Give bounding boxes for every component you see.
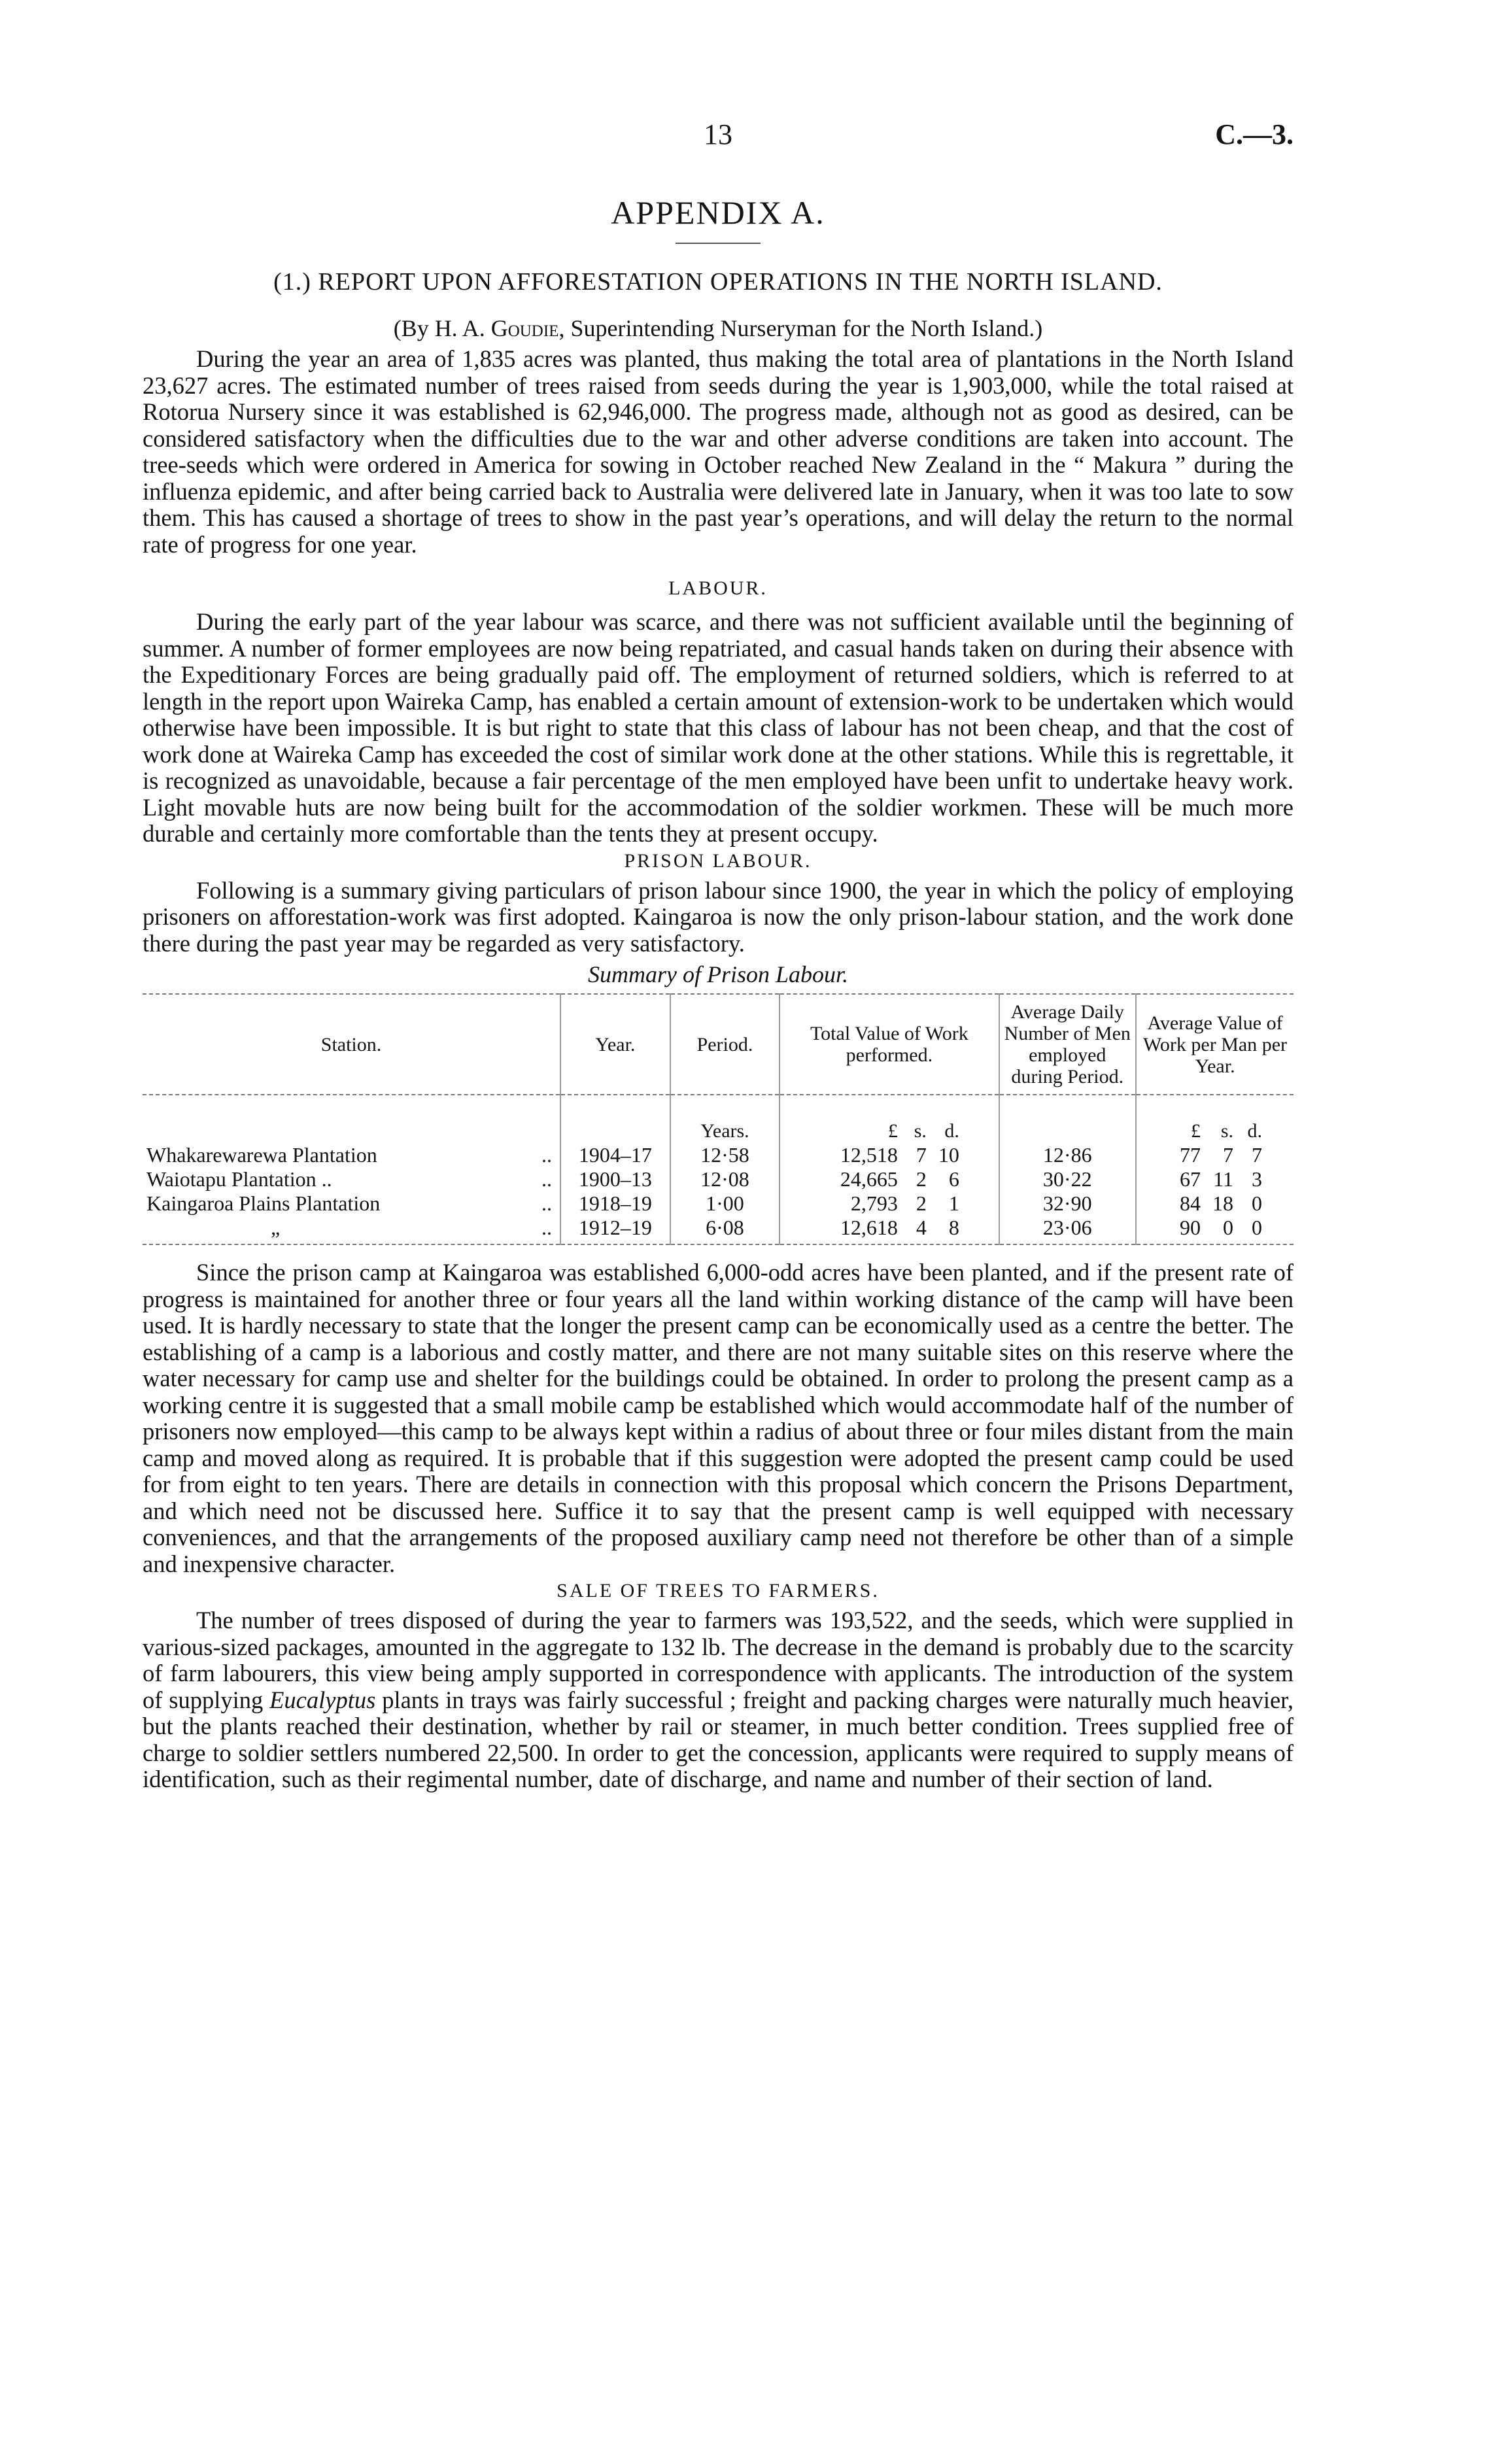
camp-paragraph: Since the prison camp at Kaingaroa was established 6,000-odd acres have been planted, and if the present rate of progress is maintained for another three or four years all the land within working distance of the camp will have been used. It is hardly necessary to state that the longer the present camp can be economically used as a centre the better. The establishing of a camp is a laborious and costly matter, and there are not many suitable sites on this reserve where the water necessary for camp use and shelter for the buildings could be obtained. In order to prolong the present camp as a working centre it is suggested that a small mobile camp be established which would accommodate half of the number of prisoners now employed—this camp to be always kept within a radius of about three or four miles distant from the main camp and moved along as required. It is probable that if this suggestion were adopted the present camp could be used for from eight to ten years. There are details in connection with this proposal which concern the Prisons Department, and which need not be discussed here. Suffice it to say that the present camp is well equipped with necessary conveniences, and that the arrangements of the proposed auxiliary camp need not therefore be other than of a simple and inexpensive character. xyxy=(143,1259,1294,1577)
avg-shillings: 7 xyxy=(1223,1143,1233,1167)
total-pence: 8 xyxy=(948,1216,959,1239)
prison-labour-paragraph: Following is a summary giving particulars of prison labour since 1900, the year in which the policy of employing prisoners on afforestation-work was first adopted. Kaingaroa is now the only prison-labour station, and the work done there during the past year may be regarded as very satisfactory. xyxy=(143,876,1294,957)
avg-shillings: 18 xyxy=(1212,1191,1233,1215)
leader-dots: .. xyxy=(541,1167,553,1191)
page-header xyxy=(143,118,1294,163)
total-shillings: 4 xyxy=(916,1216,927,1239)
avg-shillings: 0 xyxy=(1223,1216,1233,1239)
avg-men-cell: 12·86 xyxy=(999,1143,1137,1167)
byline-prefix: (By H. A. xyxy=(393,315,485,341)
year-cell: 1904–17 xyxy=(560,1143,670,1167)
avg-men-cell: 32·90 xyxy=(999,1191,1137,1216)
col-header-year: Year. xyxy=(560,994,670,1095)
sale-text-italic: Eucalyptus xyxy=(269,1686,376,1713)
leader-dots: .. xyxy=(541,1191,553,1215)
title-rule xyxy=(676,243,761,244)
avg-pounds: 67 xyxy=(1180,1167,1201,1191)
col-header-station: Station. xyxy=(143,994,560,1095)
year-cell: 1912–19 xyxy=(560,1216,670,1244)
avg-men-cell: 30·22 xyxy=(999,1167,1137,1191)
total-pounds: 2,793 xyxy=(850,1191,898,1215)
station-name: Kaingaroa Plains Plantation xyxy=(146,1191,381,1215)
table-header-row xyxy=(143,994,1294,1095)
report-title: (1.) REPORT UPON AFFORESTATION OPERATIONS IN THE NORTH ISLAND. xyxy=(273,268,1163,296)
period-cell: 1·00 xyxy=(670,1191,780,1216)
labour-heading: LABOUR. xyxy=(668,577,768,599)
byline-suffix: , Superintending Nurseryman for the North Island.) xyxy=(558,315,1043,341)
period-cell: 12·08 xyxy=(670,1167,780,1191)
total-pence: 10 xyxy=(938,1143,959,1167)
year-cell: 1918–19 xyxy=(560,1191,670,1216)
unit-shilling: s. xyxy=(914,1120,927,1142)
col-header-avg-value: Average Value of Work per Man per Year. xyxy=(1136,994,1294,1095)
total-shillings: 2 xyxy=(916,1167,927,1191)
col-header-period: Period. xyxy=(670,994,780,1095)
year-cell: 1900–13 xyxy=(560,1167,670,1191)
sale-paragraph xyxy=(143,1607,1294,1793)
document-page xyxy=(143,118,1294,1793)
total-pounds: 12,618 xyxy=(840,1216,898,1239)
unit-shilling-avg: s. xyxy=(1220,1120,1233,1142)
period-cell: 12·58 xyxy=(670,1143,780,1167)
total-pounds: 24,665 xyxy=(840,1167,898,1191)
station-name: Waiotapu Plantation .. xyxy=(146,1167,332,1191)
intro-paragraph: During the year an area of 1,835 acres was planted, thus making the total area of plantations in the North Island 23,627 acres. The estimated number of trees raised from seeds during the year is 1,903,000, while the total raised at Rotorua Nursery since it was established is 62,946,000. The progress made, although not as good as desired, can be considered satisfactory when the difficulties due to the war and other adverse conditions are taken into account. The tree-seeds which were ordered in America for sowing in October reached New Zealand in the “ Makura ” during the influenza epidemic, and after being carried back to Australia were delivered late in January, when it was too late to sow them. This has caused a shortage of trees to show in the past year’s operations, and will delay the return to the normal rate of progress for one year. xyxy=(143,345,1294,558)
leader-dots: .. xyxy=(541,1216,553,1239)
unit-pound-avg: £ xyxy=(1191,1120,1201,1142)
total-pence: 1 xyxy=(948,1191,959,1215)
total-pounds: 12,518 xyxy=(840,1143,898,1167)
period-cell: 6·08 xyxy=(670,1216,780,1244)
total-shillings: 2 xyxy=(916,1191,927,1215)
avg-pence: 7 xyxy=(1252,1143,1262,1167)
col-header-avg-men: Average Daily Number of Men employed during Period. xyxy=(999,994,1137,1095)
avg-pounds: 77 xyxy=(1180,1143,1201,1167)
table-caption: Summary of Prison Labour. xyxy=(587,961,849,987)
unit-pence: d. xyxy=(944,1120,959,1142)
unit-pence-avg: d. xyxy=(1247,1120,1262,1142)
table-units-row xyxy=(143,1095,1294,1143)
byline xyxy=(143,315,1294,342)
avg-shillings: 11 xyxy=(1213,1167,1233,1191)
col-header-total-value: Total Value of Work performed. xyxy=(780,994,999,1095)
table-row xyxy=(143,1167,1294,1191)
unit-years: Years. xyxy=(670,1095,780,1143)
unit-pound: £ xyxy=(887,1120,898,1142)
labour-paragraph: During the early part of the year labour was scarce, and there was not sufficient available until the beginning of summer. A number of former employees are now being repatriated, and casual hands taken on during their absence with the Expeditionary Forces are being gradually paid off. The employment of returned soldiers, which is referred to at length in the report upon Waireka Camp, has enabled a certain amount of extension-work to be undertaken which would otherwise have been impossible. It is but right to state that this class of labour has not been cheap, and that the cost of work done at Waireka Camp has exceeded the cost of similar work done at the other stations. While this is regrettable, it is recognized as unavoidable, because a fair percentage of the men employed have been unfit to undertake heavy work. Light movable huts are now being built for the accommodation of the soldier workmen. These will be much more durable and certainly more comfortable than the tents they at present occupy. xyxy=(143,608,1294,847)
station-name: Whakarewarewa Plantation xyxy=(146,1143,377,1167)
total-shillings: 7 xyxy=(916,1143,927,1167)
sale-text-before: The number of trees disposed of during the year to farmers was 193,522, and the seeds, which were supplied in various-sized packages, amounted in the aggregate to 132 lb. The decrease in the demand is probably due to the scarcity of farm labourers, this view being amply supported in correspondence with applicants. The introduction of the system of supplying xyxy=(143,1607,1294,1713)
leader-dots: .. xyxy=(541,1143,553,1167)
appendix-title: APPENDIX A. xyxy=(611,194,825,231)
avg-pence: 0 xyxy=(1252,1216,1262,1239)
sale-text-after: plants in trays was fairly successful ; freight and packing charges were naturally much heavier, but the plants reached their destination, whether by rail or steamer, in much better condition. Trees supplied free of charge to soldier settlers numbered 22,500. In order to get the concession, applicants were required to supply means of identification, such as their regimental number, date of discharge, and name and number of their section of land. xyxy=(143,1686,1294,1792)
table-row xyxy=(143,1216,1294,1244)
page-number: 13 xyxy=(704,118,732,150)
avg-pence: 0 xyxy=(1252,1191,1262,1215)
avg-pounds: 84 xyxy=(1180,1191,1201,1215)
prison-labour-heading: PRISON LABOUR. xyxy=(624,849,812,872)
table-row xyxy=(143,1191,1294,1216)
author-name: Goudie xyxy=(490,315,559,341)
station-ditto-mark: „ xyxy=(271,1216,281,1239)
avg-pounds: 90 xyxy=(1180,1216,1201,1239)
total-pence: 6 xyxy=(948,1167,959,1191)
avg-pence: 3 xyxy=(1252,1167,1262,1191)
sale-heading: SALE OF TREES TO FARMERS. xyxy=(557,1580,880,1601)
table-row xyxy=(143,1143,1294,1167)
document-reference: C.—3. xyxy=(1215,118,1294,150)
avg-men-cell: 23·06 xyxy=(999,1216,1137,1244)
prison-labour-table xyxy=(143,993,1294,1245)
